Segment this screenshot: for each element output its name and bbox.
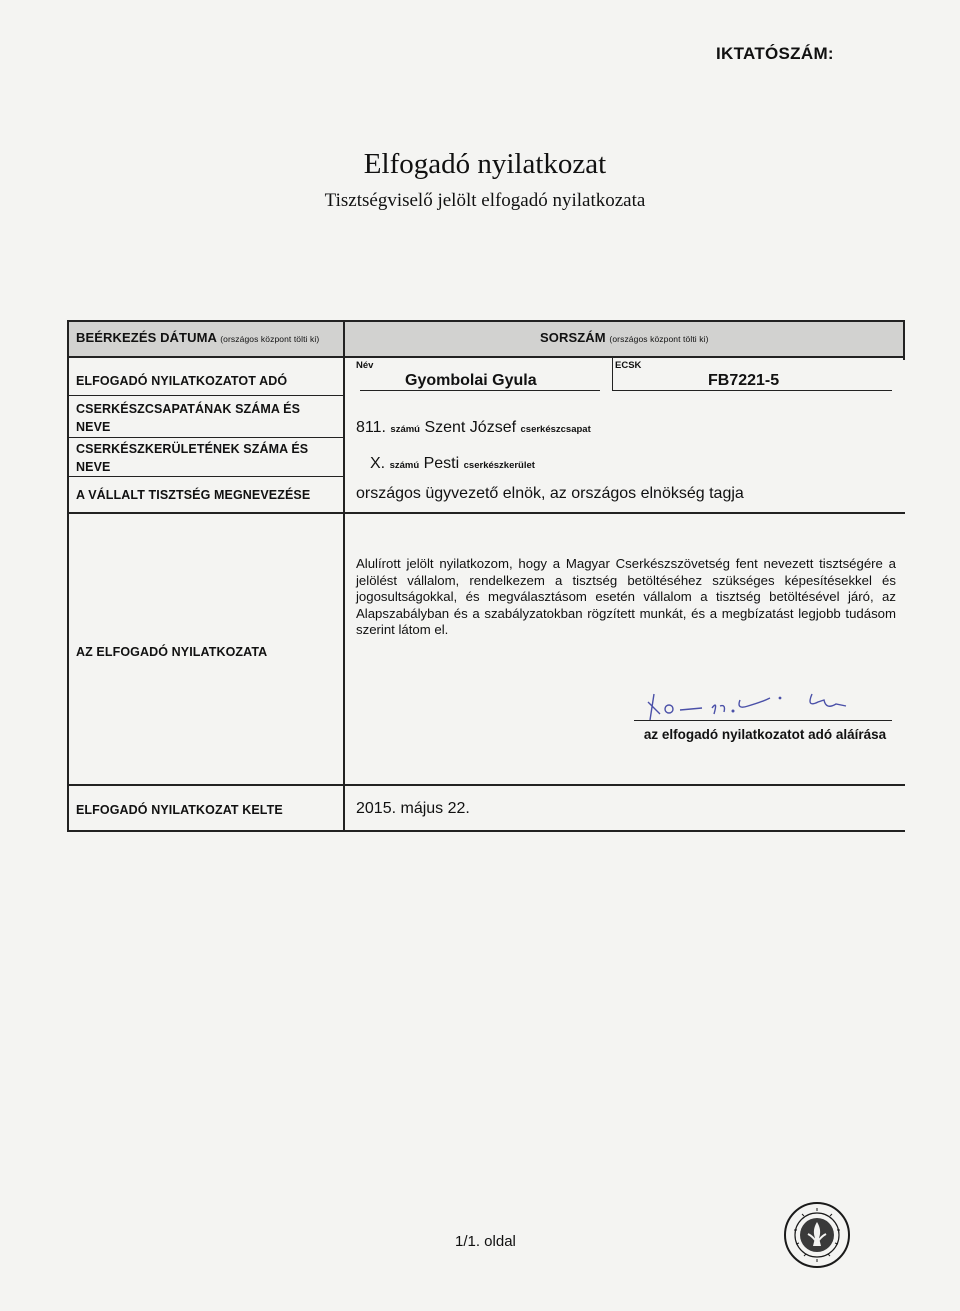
district-label: [76, 440, 308, 476]
document-subtitle: Tisztségviselő jelölt elfogadó nyilatkozata: [324, 190, 646, 211]
scout-association-stamp: [782, 1200, 852, 1270]
troop-value: [356, 419, 591, 437]
serial-number-note: (országos központ tölti ki): [609, 334, 709, 344]
troop-numbered-word: számú: [390, 424, 420, 435]
district-value: [370, 455, 535, 473]
troop-name: Szent József: [424, 419, 517, 436]
signature-line: [634, 720, 892, 721]
signature-caption: az elfogadó nyilatkozatot adó aláírása: [643, 727, 887, 742]
troop-number: 811.: [356, 419, 386, 436]
arrival-date-text: BEÉRKEZÉS DÁTUMA: [76, 330, 217, 345]
ecsk-caption: ECSK: [615, 360, 642, 371]
district-numbered-word: számú: [389, 460, 420, 471]
date-label: ELFOGADÓ NYILATKOZAT KELTE: [76, 803, 283, 817]
name-caption: Név: [356, 360, 374, 371]
district-label-line1: CSERKÉSZKERÜLETÉNEK SZÁMA ÉS: [76, 442, 309, 456]
district-name: Pesti: [423, 455, 460, 472]
serial-number-text: SORSZÁM: [540, 330, 606, 345]
district-number: X.: [370, 455, 386, 472]
date-value: 2015. május 22.: [356, 800, 470, 817]
troop-suffix: cserkészcsapat: [520, 424, 591, 435]
page-number: 1/1. oldal: [455, 1233, 516, 1250]
position-value: országos ügyvezető elnök, az országos elnökség tagja: [356, 485, 744, 502]
ecsk-value: FB7221-5: [708, 372, 780, 389]
troop-label-line1: CSERKÉSZCSAPATÁNAK SZÁMA ÉS: [76, 402, 301, 416]
declarant-label: ELFOGADÓ NYILATKOZATOT ADÓ: [76, 374, 288, 388]
district-suffix: cserkészkerület: [463, 460, 535, 471]
name-value: Gyombolai Gyula: [405, 372, 537, 389]
document-title: Elfogadó nyilatkozat: [363, 148, 607, 180]
arrival-date-label: [76, 329, 319, 348]
troop-label-line2: NEVE: [76, 420, 111, 434]
registration-number-label: IKTATÓSZÁM:: [716, 44, 834, 63]
position-label: A VÁLLALT TISZTSÉG MEGNEVEZÉSE: [76, 488, 311, 502]
serial-number-label: [540, 329, 709, 348]
district-label-line2: NEVE: [76, 460, 111, 474]
troop-label: [76, 400, 300, 436]
arrival-date-note: (országos központ tölti ki): [220, 334, 320, 344]
declaration-label: AZ ELFOGADÓ NYILATKOZATA: [76, 645, 268, 659]
declaration-text: Alulírott jelölt nyilatkozom, hogy a Magyar Cserkészszövetség fent nevezett tisztségére a jelölést vállalom, rendelkezem a tisztség betöltéséhez szükséges képesítésekkel és jogosultságokkal, és megválasztásom esetén vállalom a tisztség betöltésével járó, az Alapszabályban és a szabályzatokban rögzített munkát, és a megbízatást legjobb tudásom szerint látom el.: [356, 556, 896, 637]
